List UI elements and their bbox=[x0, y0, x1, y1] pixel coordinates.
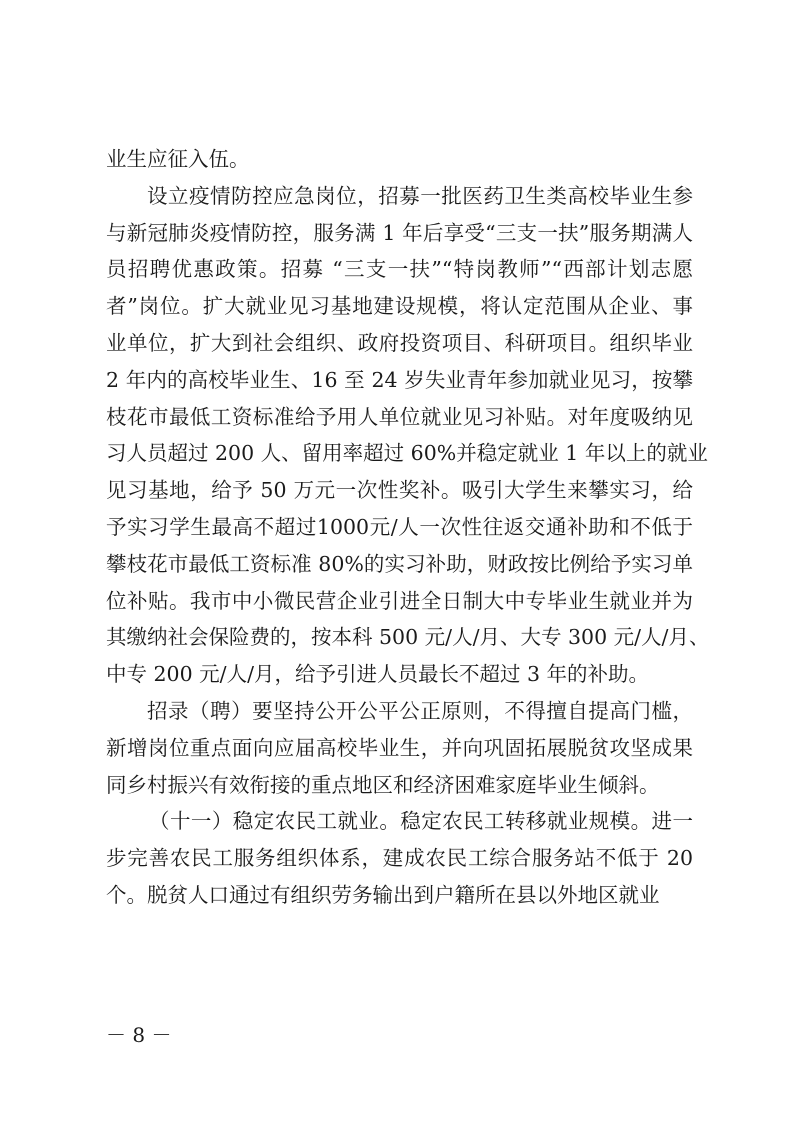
text-line: （十一）稳定农民工就业。稳定农民工转移就业规模。进一 bbox=[149, 809, 693, 834]
text-line: 攀枝花市最低工资标准 80%的实习补助，财政按比例给予实习单 bbox=[106, 551, 693, 576]
text-line: 习人员超过 200 人、留用率超过 60%并稳定就业 1 年以上的就业 bbox=[106, 441, 708, 466]
text-line: 业生应征入伍。 bbox=[106, 147, 250, 171]
text-line: 新增岗位重点面向应届高校毕业生，并向巩固拓展脱贫攻坚成果 bbox=[106, 735, 693, 760]
text-line: 中专 200 元/人/月，给予引进人员最长不超过 3 年的补助。 bbox=[106, 662, 650, 687]
text-line: 其缴纳社会保险费的，按本科 500 元/人/月、大专 300 元/人/月、 bbox=[106, 625, 710, 650]
text-line: 2 年内的高校毕业生、16 至 24 岁失业青年参加就业见习，按攀 bbox=[106, 367, 693, 392]
paragraph bbox=[106, 693, 693, 803]
text-line: 者”岗位。扩大就业见习基地建设规模，将认定范围从企业、事 bbox=[106, 294, 693, 319]
body-text bbox=[106, 141, 710, 914]
text-line: 员招聘优惠政策。招募 “三支一扶”“特岗教师”“西部计划志愿 bbox=[106, 257, 693, 282]
text-line: 位补贴。我市中小微民营企业引进全日制大中专毕业生就业并为 bbox=[106, 588, 693, 613]
page-number: － 8 － bbox=[106, 1023, 172, 1047]
text-line: 个。脱贫人口通过有组织劳务输出到户籍所在县以外地区就业 bbox=[106, 882, 660, 907]
paragraph bbox=[106, 141, 693, 178]
text-line: 招录（聘）要坚持公开公平公正原则，不得擅自提高门槛， bbox=[147, 698, 693, 723]
text-line: 同乡村振兴有效衔接的重点地区和经济困难家庭毕业生倾斜。 bbox=[106, 772, 660, 797]
paragraph bbox=[106, 178, 710, 693]
text-line: 枝花市最低工资标准给予用人单位就业见习补贴。对年度吸纳见 bbox=[106, 404, 693, 429]
text-line: 予实习学生最高不超过1000元/人一次性往返交通补助和不低于 bbox=[106, 514, 693, 539]
text-line: 设立疫情防控应急岗位，招募一批医药卫生类高校毕业生参 bbox=[147, 183, 693, 208]
paragraph bbox=[106, 803, 693, 913]
text-line: 见习基地，给予 50 万元一次性奖补。吸引大学生来攀实习，给 bbox=[106, 478, 693, 503]
text-line: 与新冠肺炎疫情防控，服务满 1 年后享受“三支一扶”服务期满人 bbox=[106, 220, 693, 245]
text-line: 业单位，扩大到社会组织、政府投资项目、科研项目。组织毕业 bbox=[106, 330, 693, 355]
text-line: 步完善农民工服务组织体系，建成农民工综合服务站不低于 20 bbox=[106, 846, 693, 871]
